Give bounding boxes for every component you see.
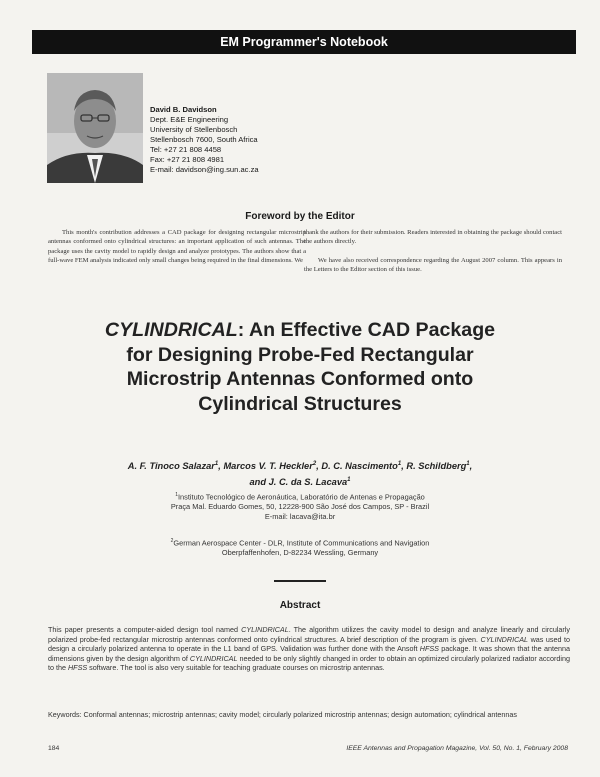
abstract-text (48, 625, 570, 673)
foreword-heading: Foreword by the Editor (245, 211, 355, 222)
affiliation-marker: 2 (312, 461, 317, 467)
author-photo (47, 73, 143, 183)
contact-fax: Fax: +27 21 808 4981 (150, 155, 225, 164)
contact-university: University of Stellenbosch (150, 125, 238, 134)
contact-city: Stellenbosch 7600, South Africa (150, 135, 258, 144)
abstract-segment: . The algorithm utilizes the cavity model to design and analyze linearly and circularly polarized probe-fed rectangular microstrip antennas conformed onto cylindrical structures. A brief description of the program is given. (48, 625, 570, 644)
title-line-1: : An Effective CAD Package (237, 319, 496, 341)
affiliation-number: 1 (175, 492, 178, 498)
column-header (32, 30, 576, 54)
foreword-paragraph: This month's contribution addresses a CAD package for designing rectangular microstrip antennas conformed onto cylindrical structures: an important application of such antennas. The package uses the cavity model to rapidly design and analyze prototypes. The authors show that a full-wave FEM analysis indicated only small changes being required in the final dimensions. We (48, 229, 306, 265)
foreword-right-column (304, 228, 562, 275)
column-title: EM Programmer's Notebook (220, 35, 388, 49)
affiliation-institute: German Aerospace Center - DLR, Institute of Communications and Navigation (173, 538, 430, 548)
title-line-2: for Designing Probe-Fed Rectangular (126, 343, 474, 366)
keywords: Keywords: Conformal antennas; microstrip antennas; cavity model; circularly polarized microstrip antennas; design automation; cylindrical antennas (48, 710, 518, 719)
abstract-heading: Abstract (279, 600, 321, 611)
affiliation-marker: 1 (347, 477, 351, 484)
abstract-program-name: CYLINDRICAL (241, 625, 289, 634)
abstract-segment: This paper presents a computer-aided design tool named (48, 625, 242, 634)
foreword-left-column (48, 228, 306, 266)
abstract-segment: package. It was shown that the antenna dimensions given by the design algorithm of (48, 644, 570, 663)
title-line-4: Cylindrical Structures (198, 392, 402, 415)
section-divider (274, 580, 326, 582)
foreword-paragraph-correspondence: We have also received correspondence regarding the August 2007 column. This appears in the Letters to the Editor section of this issue. (304, 256, 562, 274)
page-number: 184 (48, 745, 60, 752)
portrait-icon (47, 73, 143, 183)
author-name: Marcos V. T. Heckler (223, 461, 313, 472)
abstract-software-name: HFSS (67, 663, 88, 673)
affiliation-2 (40, 537, 560, 558)
author-name: J. C. da S. Lacava (268, 477, 348, 488)
author-contact-block (150, 105, 259, 175)
editor-name: David B. Davidson (150, 105, 217, 114)
separator: , (401, 461, 404, 472)
abstract-program-name: CYLINDRICAL (480, 634, 529, 644)
affiliation-marker: 1 (397, 461, 402, 467)
foreword-paragraph-continued: thank the authors for their submission. Readers interested in obtaining the package should contact the authors directly. (304, 229, 562, 246)
author-name: R. Schildberg (406, 461, 467, 472)
contact-email: E-mail: davidson@ing.sun.ac.za (150, 165, 259, 174)
separator: , (316, 461, 319, 472)
abstract-segment: was used to design a circularly polarized antenna to operate in the L1 band of GPS. Validation was further done with the Ansoft (48, 634, 570, 654)
abstract-segment: needed to be only slightly changed in order to obtain an optimized circularly polarized radiator according to the (48, 653, 570, 673)
abstract-program-name: CYLINDRICAL (189, 653, 238, 663)
affiliation-number: 2 (170, 538, 174, 544)
affiliation-marker: 1 (466, 461, 470, 467)
affiliation-address: Oberpfaffenhofen, D-82234 Wessling, Germany (221, 548, 379, 558)
affiliation-institute: Instituto Tecnológico de Aeronáutica, Laboratório de Antenas e Propagação (177, 492, 425, 502)
contact-department: Dept. E&E Engineering (150, 115, 229, 124)
separator: , (218, 461, 221, 472)
author-list (30, 457, 570, 489)
separator: , (469, 461, 473, 472)
abstract-software-name: HFSS (419, 644, 439, 654)
affiliation-email: E-mail: lacava@ita.br (264, 511, 336, 521)
contact-tel: Tel: +27 21 808 4458 (150, 145, 222, 154)
journal-citation: IEEE Antennas and Propagation Magazine, Vol. 50, No. 1, February 2008 (346, 745, 568, 752)
author-name: A. F. Tinoco Salazar (127, 461, 215, 472)
affiliation-1 (40, 491, 560, 521)
title-program-name: CYLINDRICAL (104, 319, 238, 341)
affiliation-marker: 1 (214, 461, 219, 467)
abstract-segment: software. The tool is also very suitable for teaching graduate courses on microstrip antennas. (87, 663, 385, 673)
author-name: D. C. Nascimento (321, 461, 398, 472)
affiliation-address: Praça Mal. Eduardo Gomes, 50, 12228-900 São José dos Campos, SP - Brazil (170, 502, 430, 512)
article-title (20, 318, 580, 416)
title-line-3: Microstrip Antennas Conformed onto (126, 368, 474, 390)
conjunction: and (249, 477, 267, 488)
